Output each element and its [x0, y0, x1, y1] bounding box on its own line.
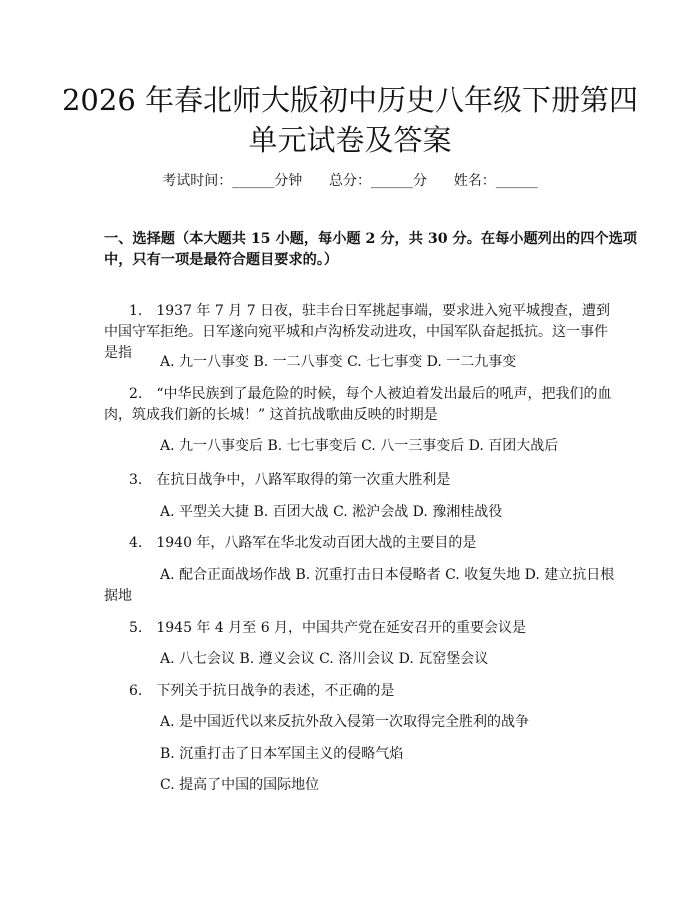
question-6-option-a: A. 是中国近代以来反抗外敌入侵第一次取得完全胜利的战争 — [160, 714, 530, 730]
question-6: 6. 下列关于抗日战争的表述，不正确的是 — [129, 683, 395, 699]
exam-title — [60, 80, 640, 160]
question-5-options: A. 八七会议 B. 遵义会议 C. 洛川会议 D. 瓦窑堡会议 — [160, 651, 489, 667]
section-heading: 一、选择题（本大题共 15 小题，每小题 2 分，共 30 分。在每小题列出的四个选项中，只有一项是最符合题目要求的。） — [104, 231, 637, 268]
question-3: 3. 在抗日战争中，八路军取得的第一次重大胜利是 — [129, 472, 451, 488]
question-1: 1. 1937 年 7 月 7 日夜，驻丰台日军挑起事端，要求进入宛平城搜查，遭到中国守军拒绝。日军遂向宛平城和卢沟桥发动进攻，中国军队奋起抵抗。这一事件是指 — [104, 303, 611, 361]
exam-title-line-2: 单元试卷及答案 — [248, 123, 452, 157]
question-2-options: A. 九一八事变后 B. 七七事变后 C. 八一三事变后 D. 百团大战后 — [160, 438, 559, 454]
question-6-option-b: B. 沉重打击了日本军国主义的侵略气焰 — [160, 746, 404, 762]
question-2: 2. “中华民族到了最危险的时候，每个人被迫着发出最后的吼声，把我们的血肉，筑成我们新的长城！” 这首抗战歌曲反映的时期是 — [104, 386, 612, 423]
question-4-options: A. 配合正面战场作战 B. 沉重打击日本侵略者 C. 收复失地 D. 建立抗日根据地 — [104, 567, 615, 604]
exam-meta-line: 考试时间：______分钟 总分：______分 姓名：______ — [162, 173, 538, 189]
question-5: 5. 1945 年 4 月至 6 月，中国共产党在延安召开的重要会议是 — [129, 620, 527, 636]
question-1-options: A. 九一八事变 B. 一二八事变 C. 七七事变 D. 一二九事变 — [160, 354, 517, 370]
question-4: 4. 1940 年，八路军在华北发动百团大战的主要目的是 — [129, 535, 477, 551]
exam-title-line-1: 2026 年春北师大版初中历史八年级下册第四 — [61, 83, 639, 117]
question-3-options: A. 平型关大捷 B. 百团大战 C. 淞沪会战 D. 豫湘桂战役 — [160, 504, 503, 520]
question-6-option-c: C. 提高了中国的国际地位 — [160, 777, 320, 793]
